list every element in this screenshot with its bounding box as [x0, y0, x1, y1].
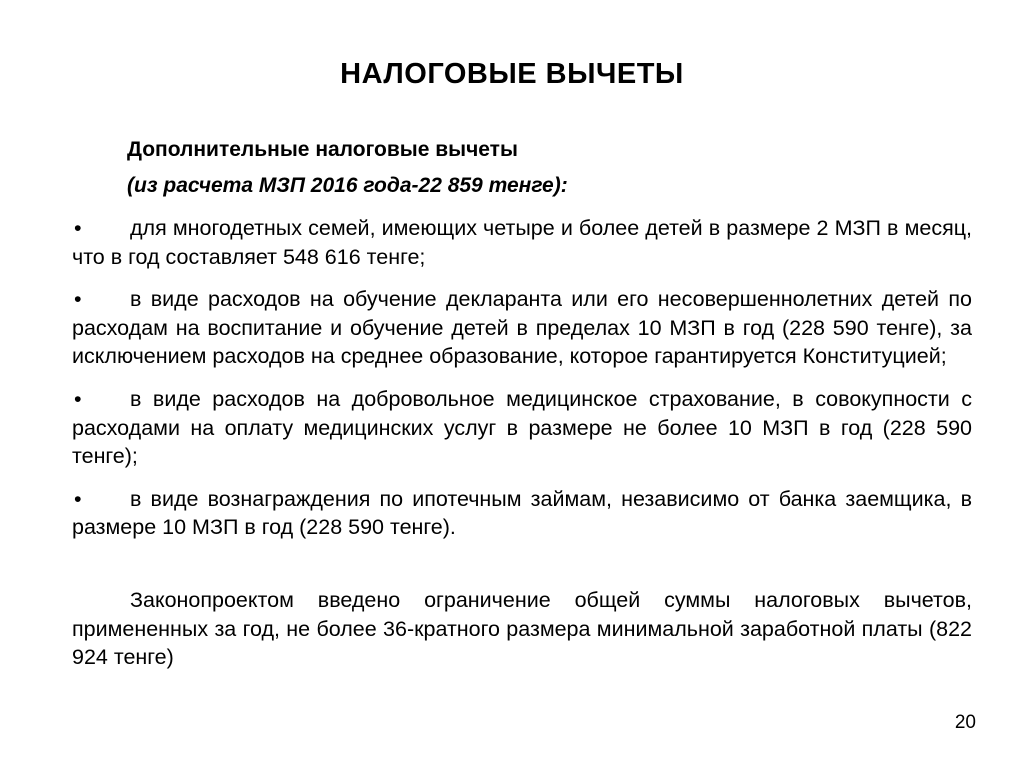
list-item-text: в виде расходов на обучение декларанта или его несовершеннолетних детей по расходам на воспитание и обучение детей в пределах 10 МЗП в год (228 590 тенге), за исключением расходов на среднее образование, которое гарантируется Конституцией; [72, 287, 972, 369]
subheading-note: (из расчета МЗП 2016 года-22 859 тенге): [127, 174, 568, 197]
list-item [72, 285, 972, 371]
subheading: Дополнительные налоговые вычеты [127, 138, 518, 161]
bullet-marker-icon: • [74, 287, 82, 312]
list-item [72, 485, 972, 542]
page-number: 20 [954, 712, 976, 733]
bullet-marker-icon: • [74, 216, 82, 240]
list-item-text: в виде вознаграждения по ипотечным займам, независимо от банка заемщика, в размере 10 МЗП в год (228 590 тенге). [72, 486, 972, 540]
bullet-marker-icon: • [74, 386, 82, 411]
page-title: НАЛОГОВЫЕ ВЫЧЕТЫ [340, 58, 684, 90]
closing-paragraph: Законопроектом введено ограничение общей суммы налоговых вычетов, примененных за год, не более 36-кратного размера минимальной заработной платы (822 924 тенге) [72, 587, 972, 670]
slide-body [72, 130, 972, 672]
bullet-list [72, 214, 972, 542]
list-item [72, 385, 972, 471]
list-item [72, 214, 972, 271]
list-item-text: в виде расходов на добровольное медицинское страхование, в совокупности с расходами на оплату медицинских услуг в размере не более 10 МЗП в год (228 590 тенге); [72, 386, 972, 469]
list-item-text: для многодетных семей, имеющих четыре и более детей в размере 2 МЗП в месяц, что в год составляет 548 616 тенге; [72, 216, 972, 269]
bullet-marker-icon: • [74, 486, 82, 511]
